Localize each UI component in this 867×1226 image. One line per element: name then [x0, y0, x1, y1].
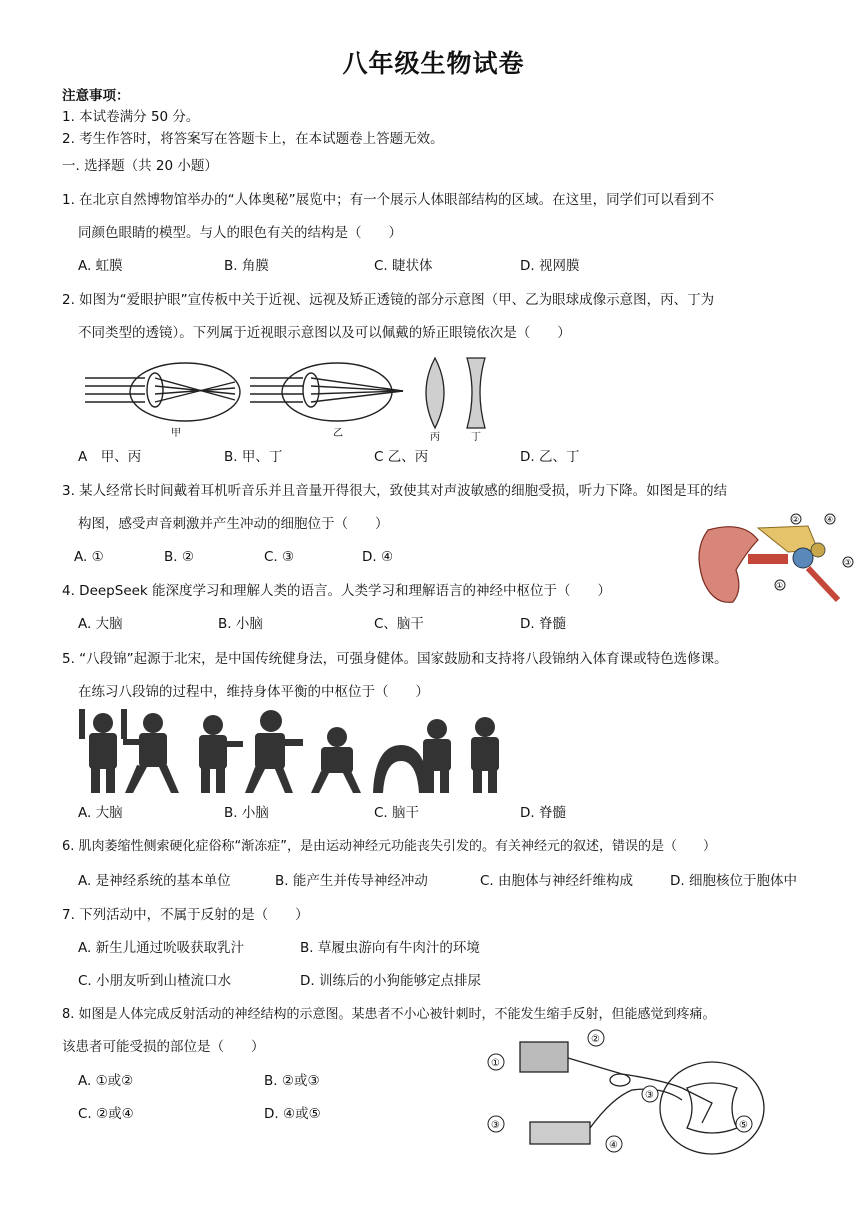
option-a: A. 是神经系统的基本单位: [78, 873, 231, 889]
question-8-text: 8. 如图是人体完成反射活动的神经结构的示意图。某患者不小心被针刺时，不能发生缩手反射，但能感觉到疼痛。: [62, 1007, 716, 1022]
reflex-label-4: ④: [609, 1140, 618, 1151]
option-a: A. ①: [74, 549, 104, 565]
option-c: C. 小朋友听到山楂流口水: [78, 973, 232, 989]
reflex-label-1: ①: [491, 1058, 500, 1069]
option-c: C. ③: [264, 549, 295, 565]
option-b: B. 小脑: [218, 616, 263, 632]
question-5-text: 在练习八段锦的过程中，维持身体平衡的中枢位于（ ）: [78, 684, 429, 700]
reflex-label-5: ⑤: [739, 1120, 748, 1131]
option-b: B. 草履虫游向有牛肉汁的环境: [300, 940, 480, 956]
question-8-text: 该患者可能受损的部位是（ ）: [62, 1039, 265, 1055]
option-b: B. ②: [164, 549, 194, 565]
question-3-text: 3. 某人经常长时间戴着耳机听音乐并且音量开得很大，致使其对声波敏感的细胞受损，听力下降。如图是耳的结: [62, 483, 728, 499]
fig-label-yi: 乙: [333, 428, 343, 439]
option-c: C. 睫状体: [374, 258, 433, 274]
reflex-arc-figure: [482, 1028, 772, 1158]
ear-label-1: ①: [776, 581, 784, 590]
option-a: A. 新生儿通过吮吸获取乳汁: [78, 940, 245, 956]
ear-structure-figure: [688, 510, 858, 610]
option-a: A 甲、丙: [78, 449, 142, 465]
option-b: B. 角膜: [224, 258, 269, 274]
option-c: C. ②或④: [78, 1106, 134, 1122]
notice-item: 2. 考生作答时，将答案写在答题卡上，在本试题卷上答题无效。: [62, 131, 444, 147]
page-title: 八年级生物试卷: [342, 49, 525, 78]
question-1-text: 1. 在北京自然博物馆举办的“人体奥秘”展览中；有一个展示人体眼部结构的区域。在这里，同学们可以看到不: [62, 192, 715, 208]
section-heading: 一. 选择题（共 20 小题）: [62, 158, 218, 174]
reflex-label-3b: ③: [645, 1090, 654, 1101]
option-d: D. ④或⑤: [264, 1106, 321, 1122]
reflex-label-3: ③: [491, 1120, 500, 1131]
option-a: A. 大脑: [78, 616, 123, 632]
option-c: C 乙、丙: [374, 449, 429, 465]
option-c: C. 由胞体与神经纤维构成: [480, 873, 634, 889]
eye-lens-figure: [85, 352, 505, 444]
option-d: D. 脊髓: [520, 805, 566, 821]
option-c: C. 脑干: [374, 805, 420, 821]
option-a: A. ①或②: [78, 1073, 134, 1089]
reflex-label-2: ②: [591, 1034, 600, 1045]
fig-label-bing: 丙: [430, 432, 440, 443]
fig-label-jia: 甲: [171, 428, 181, 439]
ear-label-3: ③: [844, 558, 852, 567]
option-d: D. 视网膜: [520, 258, 580, 274]
option-b: B. ②或③: [264, 1073, 320, 1089]
question-6-text: 6. 肌肉萎缩性侧索硬化症俗称“渐冻症”，是由运动神经元功能丧失引发的。有关神经元的叙述，错误的是（ ）: [62, 839, 717, 854]
option-b: B. 小脑: [224, 805, 269, 821]
notice-heading: 注意事项：: [62, 88, 130, 104]
fig-label-ding: 丁: [471, 432, 481, 443]
option-d: D. ④: [362, 549, 394, 565]
option-d: D. 训练后的小狗能够定点排尿: [300, 973, 481, 989]
question-4-text: 4. DeepSeek 能深度学习和理解人类的语言。人类学习和理解语言的神经中枢位于（ ）: [62, 583, 612, 599]
baduanjin-poses-figure: [75, 705, 515, 797]
ear-label-4: ④: [826, 515, 834, 524]
option-a: A. 大脑: [78, 805, 123, 821]
question-7-text: 7. 下列活动中，不属于反射的是（ ）: [62, 907, 309, 923]
question-3-text: 构图，感受声音刺激并产生冲动的细胞位于（ ）: [78, 516, 389, 532]
question-5-text: 5. “八段锦”起源于北宋，是中国传统健身法，可强身健体。国家鼓励和支持将八段锦纳入体育课或特色选修课。: [62, 651, 728, 667]
option-d: D. 脊髓: [520, 616, 566, 632]
ear-label-2: ②: [792, 515, 800, 524]
option-a: A. 虹膜: [78, 258, 123, 274]
option-d: D. 细胞核位于胞体中: [670, 873, 797, 889]
option-d: D. 乙、丁: [520, 449, 580, 465]
question-2-text: 2. 如图为“爱眼护眼”宣传板中关于近视、远视及矫正透镜的部分示意图（甲、乙为眼球成像示意图，丙、丁为: [62, 292, 715, 308]
option-b: B. 能产生并传导神经冲动: [275, 873, 428, 889]
option-b: B. 甲、丁: [224, 449, 283, 465]
option-c: C、脑干: [374, 616, 424, 632]
question-1-text: 同颜色眼睛的模型。与人的眼色有关的结构是（ ）: [78, 225, 402, 241]
notice-item: 1. 本试卷满分 50 分。: [62, 109, 200, 125]
question-2-text: 不同类型的透镜）。下列属于近视眼示意图以及可以佩戴的矫正眼镜依次是（ ）: [78, 325, 571, 341]
